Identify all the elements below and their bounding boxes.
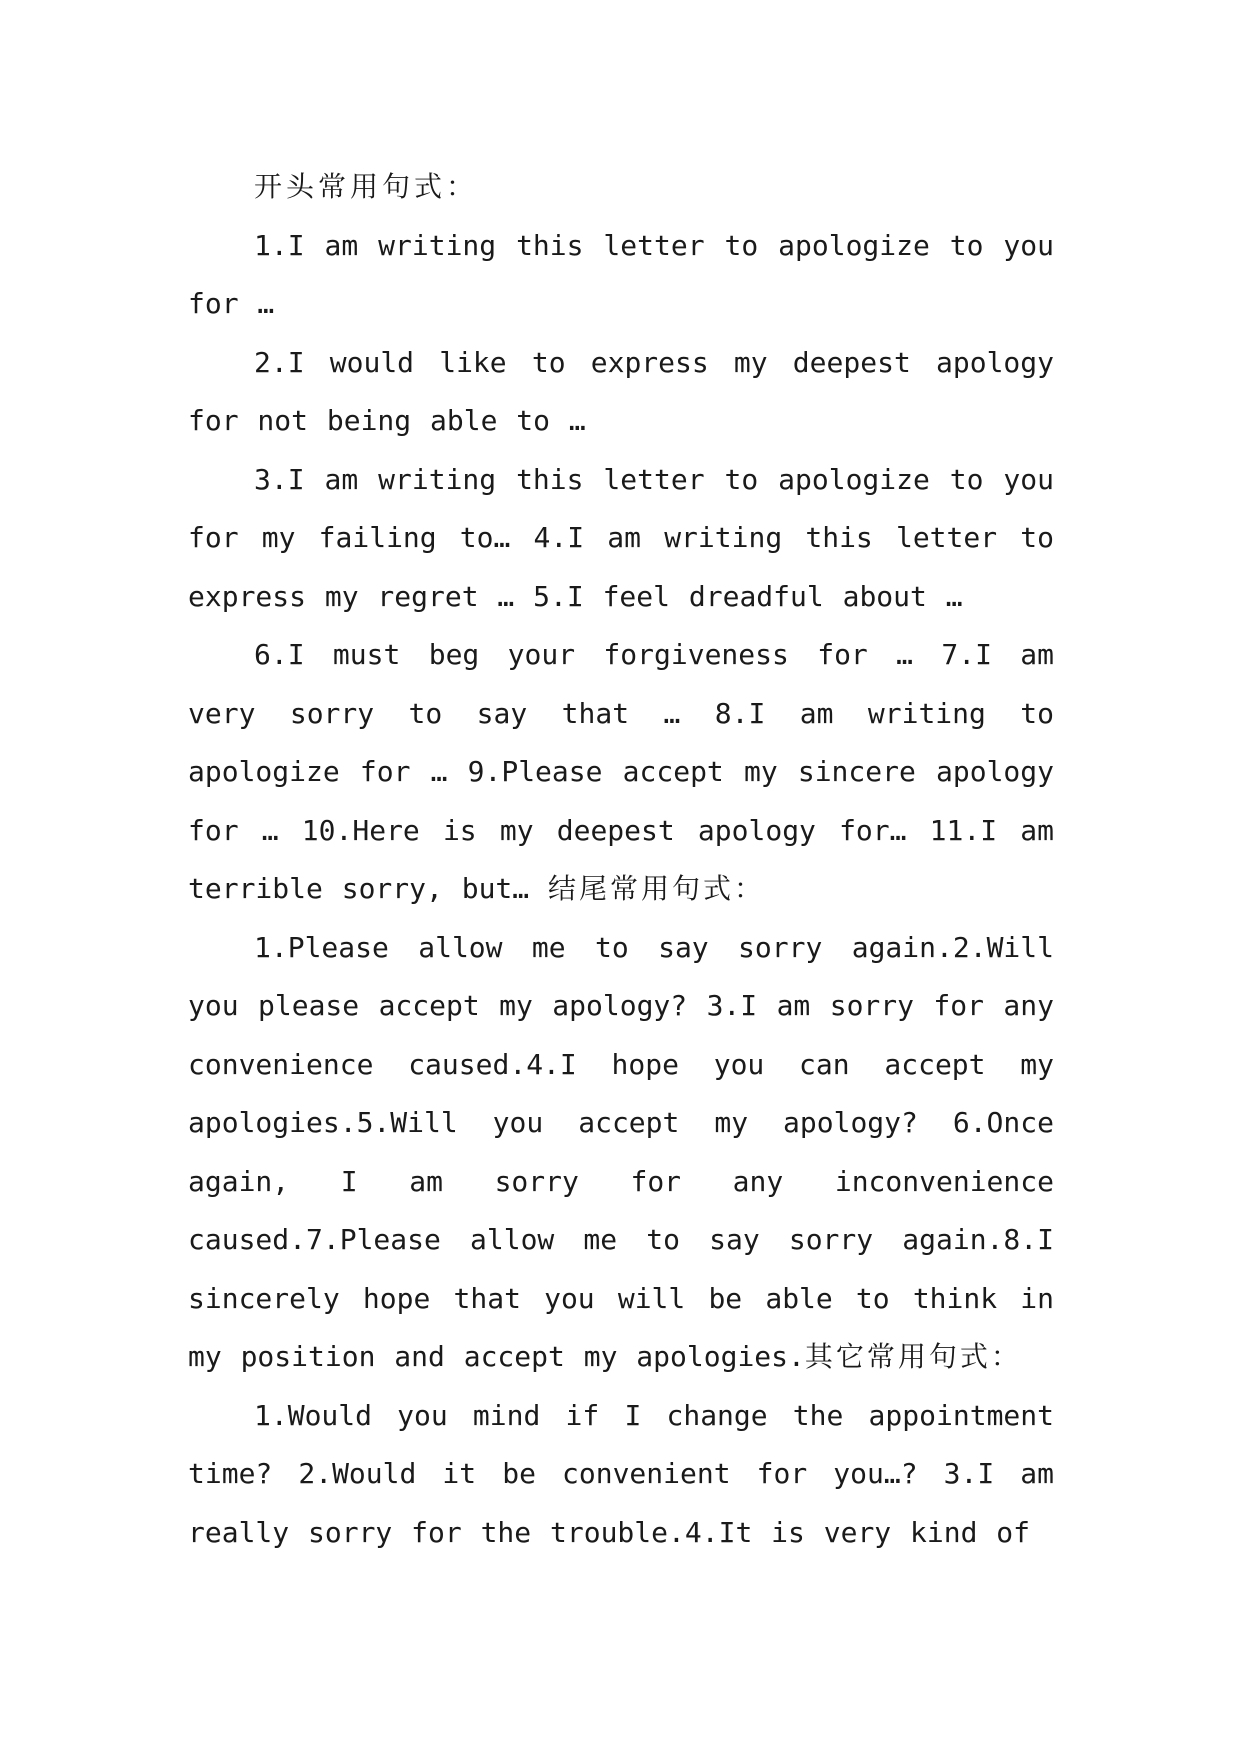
heading-closing-phrases: 结尾常用句式： [548,872,766,905]
paragraph-opening-4 [188,626,1054,919]
paragraph-opening-3: 3.I am writing this letter to apologize to you for my failing to… 4.I am writing this letter to express my regret … 5.I feel dreadful about … [188,462,1054,613]
paragraph-closing [188,919,1054,1387]
paragraph-opening-2: 2.I would like to express my deepest apology for not being able to … [188,345,1054,437]
paragraph-other: 1.Would you mind if I change the appointment time? 2.Would it be convenient for you…? 3.I am really sorry for the trouble.4.It is very kind of [188,1398,1054,1549]
paragraph-opening-4-text: 6.I must beg your forgiveness for … 7.I am very sorry to say that … 8.I am writing to apologize for … 9.Please accept my sincere apology for … 10.Here is my deepest apology for… 11.I am terrible sorry, but… [188,638,1054,905]
document-page [188,158,1054,1562]
paragraph-closing-text: 1.Please allow me to say sorry again.2.Will you please accept my apology? 3.I am sorry for any convenience caused.4.I hope you can accept my apologies.5.Will you accept my apology? 6.Once again, I am sorry for any inconvenience caused.7.Please allow me to say sorry again.8.I sincerely hope that you will be able to think in my position and accept my apologies. [188,930,1054,1373]
heading-other-phrases: 其它常用句式： [804,1340,1022,1373]
paragraph-opening-1: 1.I am writing this letter to apologize to you for … [188,228,1054,320]
heading-opening-phrases: 开头常用句式： [254,170,479,203]
